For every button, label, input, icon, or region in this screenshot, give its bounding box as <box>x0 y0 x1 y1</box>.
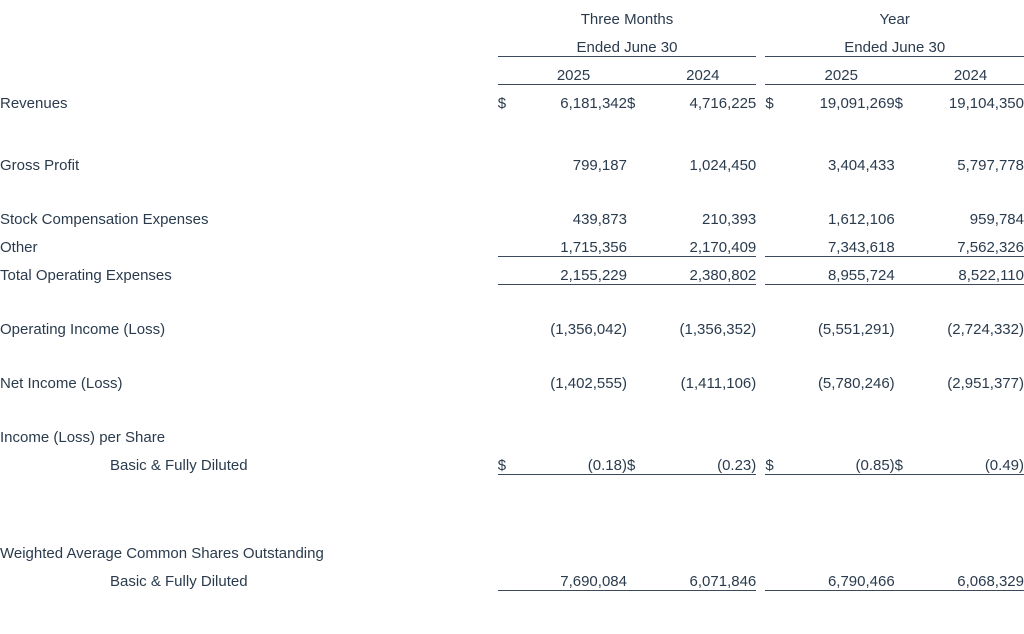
header-year-y-2025: 2025 <box>788 56 895 84</box>
currency-blank <box>765 200 787 228</box>
value-net-income-y2024: (2,951,377) <box>947 375 1024 392</box>
value-other-y2025: 7,343,618 <box>788 228 895 256</box>
currency-blank <box>895 418 917 446</box>
currency-blank <box>627 364 649 392</box>
header-spacer <box>0 0 498 28</box>
row-spacer <box>0 284 1024 310</box>
header-group-year-line2: Ended June 30 <box>765 28 1024 56</box>
currency-blank <box>627 310 649 338</box>
table-row <box>0 310 1024 338</box>
value-revenues-y2024: 19,104,350 <box>948 95 1024 112</box>
value-other-q2024: 2,170,409 <box>649 228 756 256</box>
header-group-year-line1: Year <box>879 11 910 28</box>
table-row <box>0 562 1024 590</box>
header-gap-2 <box>756 28 765 56</box>
col-gap <box>756 562 765 590</box>
year-cur-spacer-1 <box>498 56 520 84</box>
currency-blank <box>498 200 520 228</box>
currency-blank <box>498 310 520 338</box>
header-group-three-months-line1: Three Months <box>580 11 674 28</box>
currency-symbol: $ <box>895 446 917 474</box>
currency-blank <box>895 146 917 174</box>
value-total-opex-q2024: 2,380,802 <box>649 256 756 284</box>
value-wavg-header-y2024 <box>917 534 1024 562</box>
currency-blank <box>765 418 787 446</box>
currency-blank <box>498 256 520 284</box>
currency-blank <box>765 146 787 174</box>
value-gross-profit-y2024: 5,797,778 <box>957 157 1024 174</box>
row-label-other: Other <box>0 239 38 256</box>
table-row <box>0 200 1024 228</box>
header-group-three-months-line2: Ended June 30 <box>498 28 757 56</box>
currency-blank <box>765 256 787 284</box>
currency-blank <box>498 534 520 562</box>
row-label-stock-compensation-expenses: Stock Compensation Expenses <box>0 211 209 228</box>
currency-blank <box>895 364 917 392</box>
value-operating-income-q2024: (1,356,352) <box>679 321 757 338</box>
currency-blank <box>765 228 787 256</box>
col-gap <box>756 418 765 446</box>
col-gap <box>756 534 765 562</box>
value-gross-profit-q2024: 1,024,450 <box>689 157 757 174</box>
col-gap <box>756 200 765 228</box>
currency-symbol: $ <box>626 95 636 112</box>
value-eps-header-y2025 <box>788 418 895 446</box>
header-year-q-2024: 2024 <box>649 56 756 84</box>
value-net-income-q2024: (1,411,106) <box>680 375 757 392</box>
table-row <box>0 418 1024 446</box>
table-row <box>0 146 1024 174</box>
currency-symbol: $ <box>765 446 787 474</box>
value-operating-income-y2024: (2,724,332) <box>947 321 1024 338</box>
value-shares-y2024: 6,068,329 <box>917 562 1024 590</box>
row-label-gross-profit: Gross Profit <box>0 157 80 174</box>
table-row <box>0 446 1024 474</box>
value-stock-comp-q2025: 439,873 <box>572 211 627 228</box>
header-spacer-3 <box>0 56 498 84</box>
value-gross-profit-y2025: 3,404,433 <box>827 157 895 174</box>
value-wavg-header-q2025 <box>520 534 627 562</box>
currency-blank <box>627 562 649 590</box>
currency-blank <box>498 146 520 174</box>
row-label-basic-fully-diluted-eps: Basic & Fully Diluted <box>110 457 248 474</box>
header-gap <box>756 0 765 28</box>
currency-blank <box>895 562 917 590</box>
col-gap <box>756 446 765 474</box>
row-label-total-operating-expenses: Total Operating Expenses <box>0 267 172 284</box>
header-row-years <box>0 56 1024 84</box>
value-stock-comp-q2024: 210,393 <box>702 211 757 228</box>
value-revenues-y2025: 19,091,269 <box>819 95 895 112</box>
currency-blank <box>498 562 520 590</box>
value-other-y2024: 7,562,326 <box>917 228 1024 256</box>
currency-symbol: $ <box>765 95 774 112</box>
value-total-opex-y2024: 8,522,110 <box>917 256 1024 284</box>
col-gap <box>756 84 765 112</box>
col-gap <box>756 364 765 392</box>
currency-blank <box>627 534 649 562</box>
header-row-period-line2 <box>0 28 1024 56</box>
value-net-income-y2025: (5,780,246) <box>817 375 895 392</box>
row-spacer <box>0 508 1024 534</box>
value-eps-y2025: (0.85) <box>788 446 895 474</box>
value-eps-header-q2025 <box>520 418 627 446</box>
value-shares-q2025: 7,690,084 <box>520 562 627 590</box>
row-label-revenues: Revenues <box>0 95 68 112</box>
row-label-weighted-average-shares: Weighted Average Common Shares Outstanding <box>0 545 324 562</box>
col-gap <box>756 256 765 284</box>
value-stock-comp-y2024: 959,784 <box>969 211 1024 228</box>
header-year-q-2025: 2025 <box>520 56 627 84</box>
currency-blank <box>498 228 520 256</box>
row-spacer <box>0 474 1024 508</box>
table-row <box>0 228 1024 256</box>
header-row-period-line1 <box>0 0 1024 28</box>
value-eps-y2024: (0.49) <box>917 446 1024 474</box>
year-cur-spacer-2 <box>627 56 649 84</box>
currency-symbol: $ <box>894 95 904 112</box>
currency-symbol: $ <box>497 95 507 112</box>
currency-blank <box>627 200 649 228</box>
currency-blank <box>627 418 649 446</box>
value-eps-q2025: (0.18) <box>520 446 627 474</box>
table-row <box>0 84 1024 112</box>
row-label-basic-fully-diluted-shares: Basic & Fully Diluted <box>110 573 248 590</box>
col-gap <box>756 310 765 338</box>
table-row <box>0 364 1024 392</box>
value-stock-comp-y2025: 1,612,106 <box>827 211 895 228</box>
value-eps-header-y2024 <box>917 418 1024 446</box>
header-year-y-2024: 2024 <box>917 56 1024 84</box>
value-eps-header-q2024 <box>649 418 756 446</box>
year-cur-spacer-4 <box>895 56 917 84</box>
currency-blank <box>895 228 917 256</box>
row-spacer <box>0 174 1024 200</box>
currency-blank <box>765 364 787 392</box>
currency-blank <box>627 146 649 174</box>
value-total-opex-q2025: 2,155,229 <box>520 256 627 284</box>
currency-symbol: $ <box>498 446 520 474</box>
value-eps-q2024: (0.23) <box>649 446 756 474</box>
row-spacer <box>0 392 1024 418</box>
currency-blank <box>895 310 917 338</box>
value-operating-income-y2025: (5,551,291) <box>817 321 895 338</box>
currency-blank <box>765 310 787 338</box>
header-spacer-2 <box>0 28 498 56</box>
value-total-opex-y2025: 8,955,724 <box>788 256 895 284</box>
value-net-income-q2025: (1,402,555) <box>550 375 627 392</box>
col-gap <box>756 146 765 174</box>
currency-blank <box>895 256 917 284</box>
value-wavg-header-y2025 <box>788 534 895 562</box>
value-wavg-header-q2024 <box>649 534 756 562</box>
year-cur-spacer-3 <box>765 56 787 84</box>
currency-blank <box>895 200 917 228</box>
currency-blank <box>765 534 787 562</box>
currency-blank <box>627 228 649 256</box>
row-spacer <box>0 338 1024 364</box>
value-other-q2025: 1,715,356 <box>520 228 627 256</box>
currency-blank <box>765 562 787 590</box>
col-gap <box>756 228 765 256</box>
currency-symbol: $ <box>627 446 649 474</box>
row-spacer <box>0 112 1024 146</box>
value-revenues-q2025: 6,181,342 <box>560 95 627 112</box>
currency-blank <box>895 534 917 562</box>
value-revenues-q2024: 4,716,225 <box>689 95 757 112</box>
row-label-net-income-loss: Net Income (Loss) <box>0 375 123 392</box>
table-row <box>0 534 1024 562</box>
value-operating-income-q2025: (1,356,042) <box>550 321 627 338</box>
row-label-income-loss-per-share: Income (Loss) per Share <box>0 429 166 446</box>
currency-blank <box>627 256 649 284</box>
table-row <box>0 256 1024 284</box>
header-gap-3 <box>756 56 765 84</box>
row-label-operating-income-loss: Operating Income (Loss) <box>0 321 166 338</box>
value-gross-profit-q2025: 799,187 <box>572 157 627 174</box>
currency-blank <box>498 418 520 446</box>
currency-blank <box>498 364 520 392</box>
value-shares-y2025: 6,790,466 <box>788 562 895 590</box>
value-shares-q2024: 6,071,846 <box>649 562 756 590</box>
